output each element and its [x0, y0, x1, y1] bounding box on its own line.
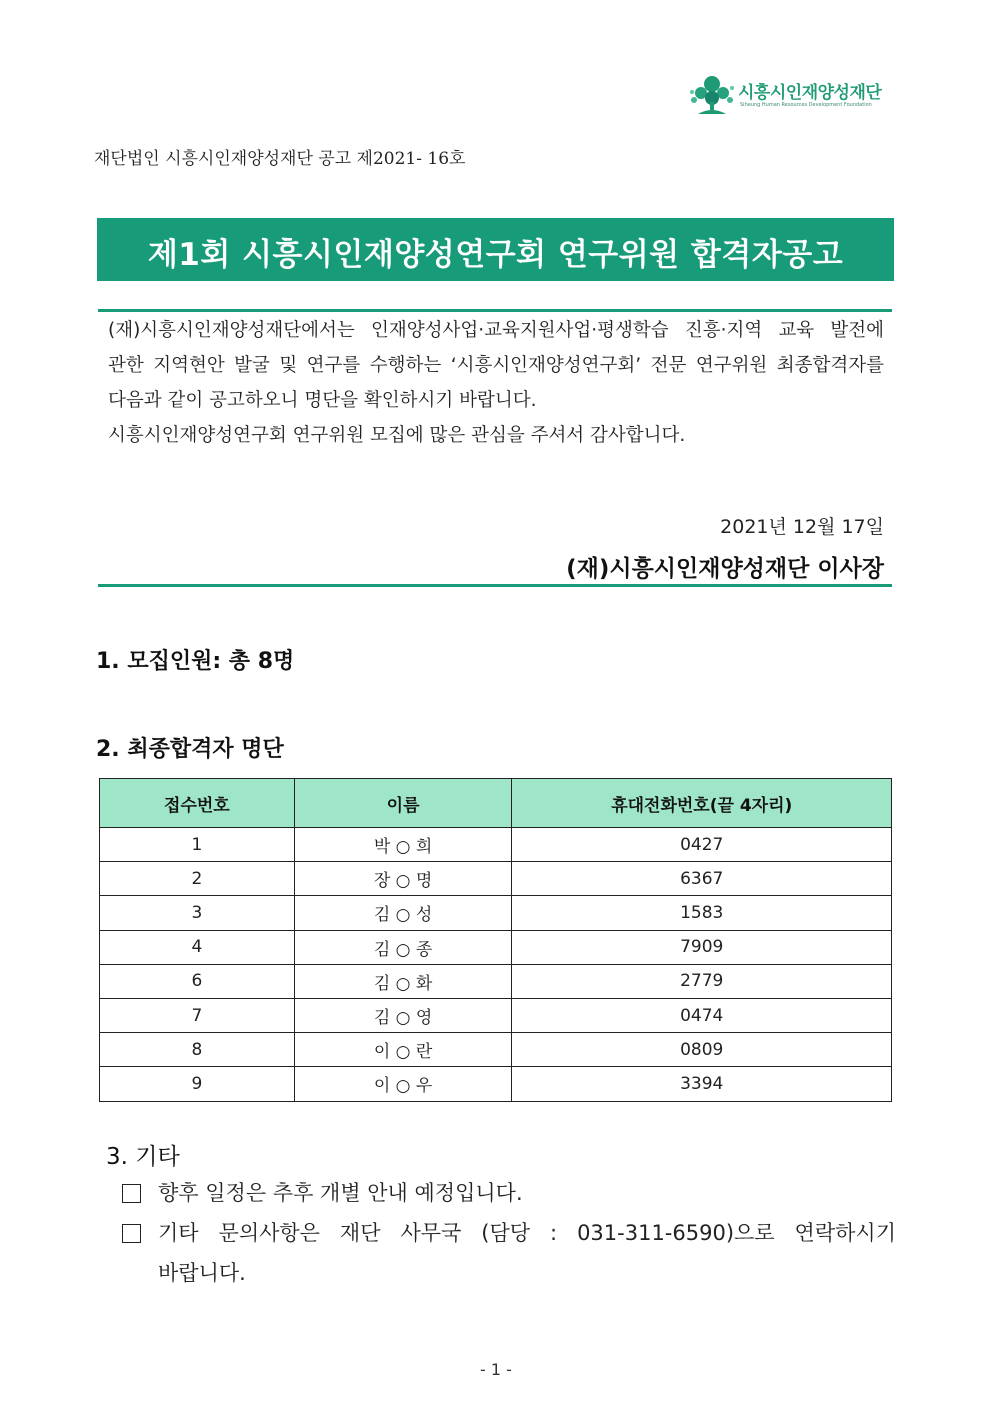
- section-recruit-count: 1. 모집인원: 총 8명: [96, 649, 295, 674]
- header-name: 이름: [294, 779, 512, 828]
- etc-item-text: 향후 일정은 추후 개별 안내 예정입니다.: [158, 1181, 523, 1205]
- cell-phone: 7909: [512, 930, 892, 964]
- signer: (재)시흥시인재양성재단 이사장: [566, 556, 884, 582]
- etc-list: [120, 1173, 896, 1293]
- table-row: [100, 1033, 892, 1067]
- divider-top: [98, 309, 892, 312]
- cell-name: 이 ○ 란: [294, 1033, 512, 1067]
- logo-subtitle: Siheung Human Resources Development Foundation: [740, 102, 872, 108]
- table-row: [100, 862, 892, 896]
- checkbox-square-icon: [122, 1184, 141, 1203]
- cell-name: 김 ○ 종: [294, 930, 512, 964]
- page-title: 제1회 시흥시인재양성연구회 연구위원 합격자공고: [147, 237, 844, 273]
- cell-phone: 3394: [512, 1067, 892, 1101]
- table-row: [100, 964, 892, 998]
- intro-thanks: 시흥시인재양성연구회 연구위원 모집에 많은 관심을 주셔서 감사합니다.: [108, 425, 686, 446]
- cell-name: 장 ○ 명: [294, 862, 512, 896]
- tree-logo-icon: [688, 74, 736, 118]
- table-row: [100, 896, 892, 930]
- table-row: [100, 998, 892, 1032]
- table-row: [100, 1067, 892, 1101]
- title-banner: [97, 218, 894, 281]
- cell-phone: 1583: [512, 896, 892, 930]
- cell-name: 김 ○ 영: [294, 998, 512, 1032]
- cell-phone: 0427: [512, 828, 892, 862]
- list-item: [120, 1173, 896, 1213]
- checkbox-square-icon: [122, 1224, 141, 1243]
- cell-name: 박 ○ 희: [294, 828, 512, 862]
- cell-name: 김 ○ 화: [294, 964, 512, 998]
- cell-phone: 6367: [512, 862, 892, 896]
- list-item: [120, 1213, 896, 1293]
- header-phone: 휴대전화번호(끝 4자리): [512, 779, 892, 828]
- intro-paragraph: (재)시흥시인재양성재단에서는 인재양성사업·교육지원사업·평생학습 진흥·지역 교육 발전에 관한 지역현안 발굴 및 연구를 수행하는 ‘시흥시인재양성연구회’ 전문 연구위원 최종합격자를 다음과 같이 공고하오니 명단을 확인하시기 바랍니다.: [108, 320, 884, 411]
- cell-receipt-no: 6: [100, 964, 295, 998]
- divider-bottom: [98, 584, 892, 587]
- table-row: [100, 828, 892, 862]
- cell-name: 김 ○ 성: [294, 896, 512, 930]
- table-row: [100, 930, 892, 964]
- cell-receipt-no: 8: [100, 1033, 295, 1067]
- cell-receipt-no: 9: [100, 1067, 295, 1101]
- cell-receipt-no: 7: [100, 998, 295, 1032]
- foundation-logo: [688, 74, 888, 118]
- cell-receipt-no: 2: [100, 862, 295, 896]
- etc-item-text: 기타 문의사항은 재단 사무국 (담당 : 031-311-6590)으로 연락하시기 바랍니다.: [158, 1221, 896, 1285]
- notice-date: 2021년 12월 17일: [720, 516, 884, 538]
- header-receipt-no: 접수번호: [100, 779, 295, 828]
- cell-phone: 0474: [512, 998, 892, 1032]
- page-number: - 1 -: [480, 1360, 512, 1379]
- cell-receipt-no: 3: [100, 896, 295, 930]
- cell-receipt-no: 4: [100, 930, 295, 964]
- intro-text: [108, 313, 884, 453]
- notice-number: 재단법인 시흥시인재양성재단 공고 제2021- 16호: [94, 149, 466, 169]
- logo-name: 시흥시인재양성재단: [738, 83, 882, 103]
- cell-phone: 0809: [512, 1033, 892, 1067]
- table-header-row: [100, 779, 892, 828]
- section-final-list: 2. 최종합격자 명단: [96, 737, 284, 762]
- cell-name: 이 ○ 우: [294, 1067, 512, 1101]
- section-etc: 3. 기타: [106, 1144, 180, 1170]
- cell-receipt-no: 1: [100, 828, 295, 862]
- final-applicant-table: [99, 778, 892, 1102]
- cell-phone: 2779: [512, 964, 892, 998]
